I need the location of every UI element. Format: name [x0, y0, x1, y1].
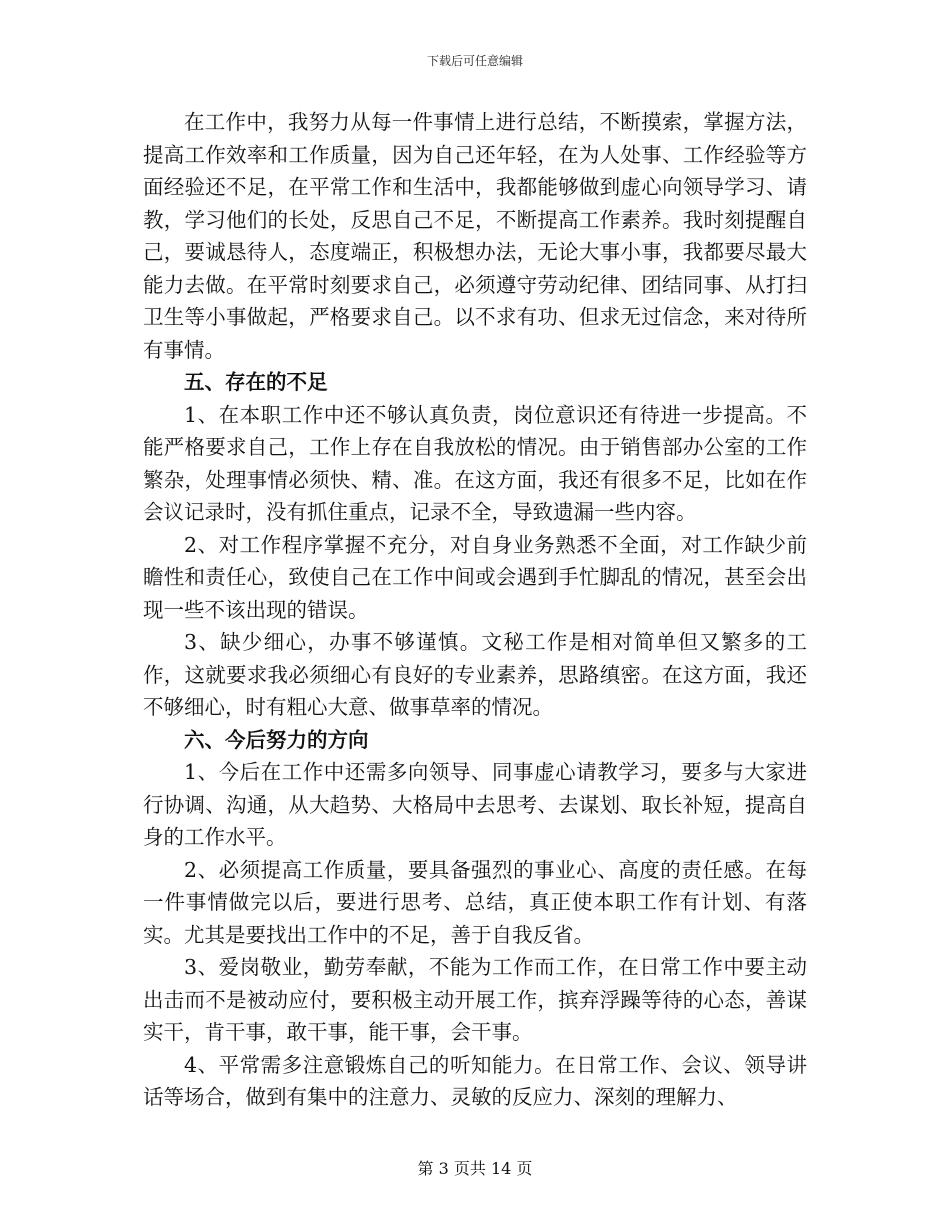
paragraph-shortcoming-3: 3、缺少细心，办事不够谨慎。文秘工作是相对简单但又繁多的工作，这就要求我必须细心有良好的专业素养，思路缜密。在这方面，我还不够细心，时有粗心大意、做事草率的情况。	[143, 630, 807, 719]
paragraph-work-summary: 在工作中，我努力从每一件事情上进行总结，不断摸索，掌握方法，提高工作效率和工作质量，因为自己还年轻，在为人处事、工作经验等方面经验还不足，在平常工作和生活中，我都能够做到虚心向领导学习、请教，学习他们的长处，反思自己不足，不断提高工作素养。我时刻提醒自己，要诚恳待人，态度端正，积极想办法，无论大事小事，我都要尽最大能力去做。在平常时刻要求自己，必须遵守劳动纪律、团结同事、从打扫卫生等小事做起，严格要求自己。以不求有功、但求无过信念，来对待所有事情。	[143, 110, 807, 362]
section-heading-future-direction: 六、今后努力的方向	[184, 727, 369, 752]
paragraph-shortcoming-2: 2、对工作程序掌握不充分，对自身业务熟悉不全面，对工作缺少前瞻性和责任心，致使自己在工作中间或会遇到手忙脚乱的情况，甚至会出现一些不该出现的错误。	[143, 532, 807, 622]
paragraph-direction-1: 1、今后在工作中还需多向领导、同事虚心请教学习，要多与大家进行协调、沟通，从大趋势、大格局中去思考、去谋划、取长补短，提高自身的工作水平。	[143, 760, 807, 849]
section-heading-shortcomings: 五、存在的不足	[184, 370, 328, 394]
paragraph-shortcoming-1: 1、在本职工作中还不够认真负责，岗位意识还有待进一步提高。不能严格要求自己，工作上存在自我放松的情况。由于销售部办公室的工作繁杂，处理事情必须快、精、准。在这方面，我还有很多不足，比如在作会议记录时，没有抓住重点，记录不全，导致遗漏一些内容。	[143, 402, 807, 524]
paragraph-direction-3: 3、爱岗敬业，勤劳奉献，不能为工作而工作，在日常工作中要主动出击而不是被动应付，要积极主动开展工作，摈弃浮躁等待的心态，善谋实干，肯干事，敢干事，能干事，会干事。	[143, 955, 807, 1044]
page-header: 下载后可任意编辑	[426, 54, 523, 68]
document-body	[143, 106, 807, 1114]
paragraph-direction-2: 2、必须提高工作质量，要具备强烈的事业心、高度的责任感。在每一件事情做完以后，要进行思考、总结，真正使本职工作有计划、有落实。尤其是要找出工作中的不足，善于自我反省。	[143, 857, 807, 947]
paragraph-direction-4: 4、平常需多注意锻炼自己的听知能力。在日常工作、会议、领导讲话等场合，做到有集中的注意力、灵敏的反应力、深刻的理解力、	[143, 1052, 807, 1109]
page-number-footer: 第 3 页共 14 页	[417, 1159, 533, 1178]
